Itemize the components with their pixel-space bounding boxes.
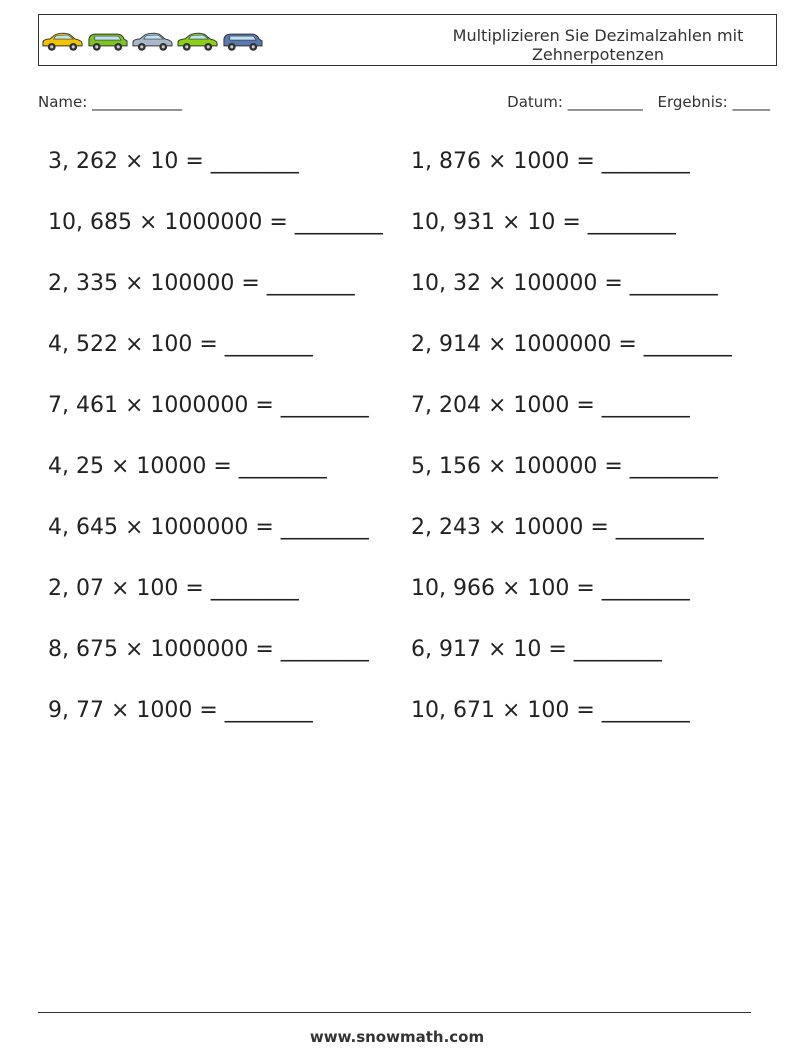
problem-row <box>48 447 768 508</box>
problem-row <box>48 508 768 569</box>
problem-item: 7, 204 × 1000 = ________ <box>411 393 690 418</box>
worksheet-title: Multiplizieren Sie Dezimalzahlen mit Zehnerpotenzen <box>452 26 744 64</box>
date-field: Datum: __________ <box>507 93 643 111</box>
problem-item: 10, 671 × 100 = ________ <box>411 698 690 723</box>
problem-row <box>48 264 768 325</box>
problem-item: 4, 25 × 10000 = ________ <box>48 454 327 479</box>
footer-divider <box>38 1012 751 1013</box>
problem-row <box>48 203 768 264</box>
car-icon <box>86 29 129 53</box>
problem-item: 10, 966 × 100 = ________ <box>411 576 690 601</box>
problem-item: 2, 07 × 100 = ________ <box>48 576 299 601</box>
car-icon <box>131 29 174 53</box>
problem-row <box>48 325 768 386</box>
problem-item: 1, 876 × 1000 = ________ <box>411 149 690 174</box>
problem-item: 2, 914 × 1000000 = ________ <box>411 332 732 357</box>
car-icon <box>221 29 264 53</box>
name-field: Name: ____________ <box>38 93 183 111</box>
problem-list <box>48 142 768 752</box>
problem-item: 4, 522 × 100 = ________ <box>48 332 313 357</box>
problem-item: 3, 262 × 10 = ________ <box>48 149 299 174</box>
header-box <box>38 14 777 66</box>
car-icons <box>41 29 264 53</box>
result-field: Ergebnis: _____ <box>657 93 770 111</box>
car-icon <box>176 29 219 53</box>
problem-item: 7, 461 × 1000000 = ________ <box>48 393 369 418</box>
problem-item: 9, 77 × 1000 = ________ <box>48 698 313 723</box>
problem-item: 8, 675 × 1000000 = ________ <box>48 637 369 662</box>
problem-row <box>48 142 768 203</box>
problem-item: 2, 335 × 100000 = ________ <box>48 271 355 296</box>
footer-website: www.snowmath.com <box>309 1028 485 1046</box>
problem-row <box>48 691 768 752</box>
problem-item: 4, 645 × 1000000 = ________ <box>48 515 369 540</box>
problem-item: 2, 243 × 10000 = ________ <box>411 515 704 540</box>
problem-row <box>48 386 768 447</box>
problem-item: 6, 917 × 10 = ________ <box>411 637 662 662</box>
date-result-fields <box>507 93 770 111</box>
problem-item: 5, 156 × 100000 = ________ <box>411 454 718 479</box>
problem-item: 10, 685 × 1000000 = ________ <box>48 210 383 235</box>
problem-row <box>48 630 768 691</box>
problem-item: 10, 931 × 10 = ________ <box>411 210 676 235</box>
problem-row <box>48 569 768 630</box>
car-icon <box>41 29 84 53</box>
problem-item: 10, 32 × 100000 = ________ <box>411 271 718 296</box>
